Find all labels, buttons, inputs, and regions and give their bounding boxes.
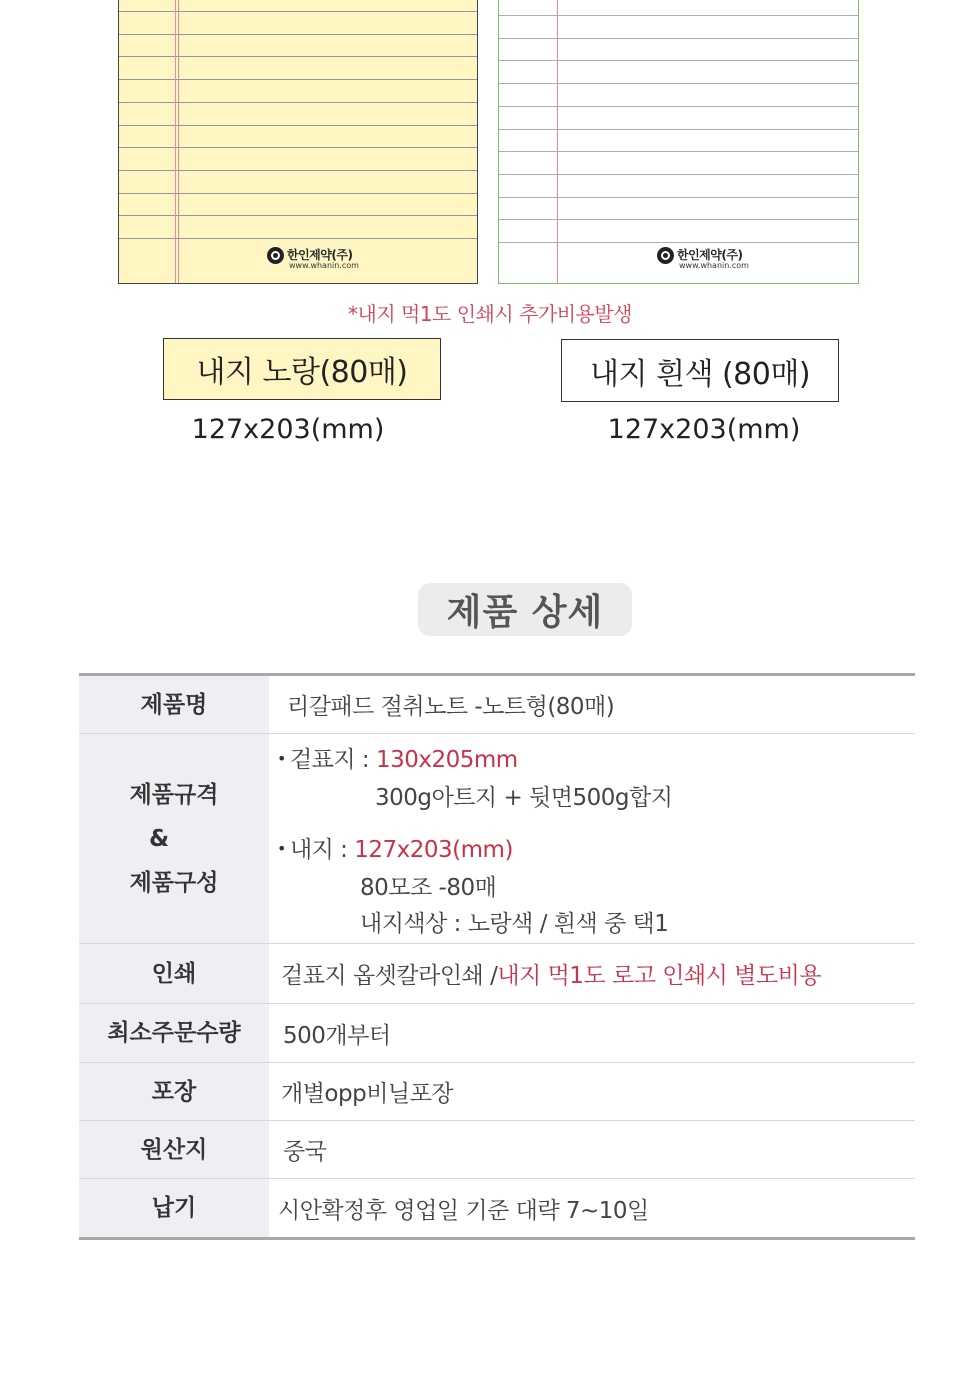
print-value <box>269 944 915 1003</box>
brand-url: www.whanin.com <box>289 261 359 270</box>
moq-value: 500개부터 <box>283 1022 391 1049</box>
margin-line <box>178 0 179 283</box>
ruled-line <box>119 147 477 148</box>
inner-line <box>277 832 915 870</box>
inner-paper: 80모조 -80매 <box>360 875 497 901</box>
table-row <box>79 1179 915 1237</box>
brand-name: 한인제약(주) <box>677 248 743 262</box>
brand-name: 한인제약(주) <box>287 248 353 262</box>
option-yellow-size: 127x203(mm) <box>191 414 385 445</box>
margin-line <box>175 0 176 283</box>
row-header: 납기 <box>79 1179 269 1237</box>
delivery-value: 시안확정후 영업일 기준 대략 7~10일 <box>278 1197 649 1224</box>
print-value-red: 내지 먹1도 로고 인쇄시 별도비용 <box>497 963 822 989</box>
option-yellow-label: 내지 노랑(80매) <box>163 338 441 400</box>
origin-value: 중국 <box>283 1139 327 1165</box>
ruled-line <box>499 38 858 39</box>
cover-material: 300g아트지 + 뒷면500g합지 <box>375 785 673 811</box>
product-name-value: 리갈패드 절취노트 -노트형(80매) <box>287 694 615 720</box>
table-row <box>79 944 915 1004</box>
ruled-line <box>119 238 477 239</box>
row-header-line: 제품규격 <box>129 781 219 808</box>
notepad-yellow-image <box>118 0 478 284</box>
row-header: 인쇄 <box>79 944 269 1003</box>
ruled-line <box>119 34 477 35</box>
option-white-label: 내지 흰색 (80매) <box>561 339 839 402</box>
composition-value <box>269 734 915 943</box>
table-row <box>79 1063 915 1121</box>
ruled-line <box>119 215 477 216</box>
inner-colors: 내지색상 : 노랑색 / 흰색 중 택1 <box>360 911 669 937</box>
ruled-line <box>499 60 858 61</box>
ruled-line <box>119 11 477 12</box>
notepad-white-image <box>498 0 859 284</box>
row-header <box>79 734 269 943</box>
ruled-line <box>119 102 477 103</box>
ruled-line <box>499 83 858 84</box>
row-header-line: & <box>148 825 170 852</box>
cover-line <box>277 742 915 780</box>
section-title: 제품 상세 <box>418 583 632 636</box>
company-logo-icon <box>657 247 674 264</box>
table-row <box>79 676 915 734</box>
table-row <box>79 1004 915 1063</box>
row-header-line: 제품구성 <box>129 869 219 896</box>
bullet-icon: • <box>277 839 286 858</box>
ruled-line <box>119 79 477 80</box>
ruled-line <box>499 174 858 175</box>
brand-logo <box>657 245 767 275</box>
company-logo-icon <box>267 247 284 264</box>
ruled-line <box>499 219 858 220</box>
ruled-line <box>499 197 858 198</box>
spec-table <box>79 673 915 1240</box>
row-header: 최소주문수량 <box>79 1004 269 1062</box>
extra-cost-notice: *내지 먹1도 인쇄시 추가비용발생 <box>348 302 632 326</box>
ruled-line <box>499 106 858 107</box>
row-header: 원산지 <box>79 1121 269 1178</box>
print-value-plain: 겉표지 옵셋칼라인쇄 / <box>281 963 498 989</box>
ruled-line <box>499 151 858 152</box>
ruled-line <box>119 125 477 126</box>
ruled-line <box>499 242 858 243</box>
packing-value: 개별opp비닐포장 <box>281 1081 454 1107</box>
table-row <box>79 1121 915 1179</box>
margin-line <box>557 0 558 283</box>
row-header: 제품명 <box>79 676 269 733</box>
cover-size: 130x205mm <box>375 747 518 773</box>
option-white-size: 127x203(mm) <box>607 414 801 445</box>
table-row <box>79 734 915 944</box>
brand-url: www.whanin.com <box>679 261 749 270</box>
row-header: 포장 <box>79 1063 269 1120</box>
ruled-line <box>119 170 477 171</box>
brand-logo <box>267 245 377 275</box>
ruled-line <box>499 129 858 130</box>
bullet-icon: • <box>277 749 286 768</box>
ruled-line <box>499 15 858 16</box>
ruled-line <box>119 56 477 57</box>
cover-label: 겉표지 : <box>289 747 376 773</box>
inner-label: 내지 : <box>289 837 355 863</box>
inner-size: 127x203(mm) <box>354 837 513 863</box>
ruled-line <box>119 193 477 194</box>
